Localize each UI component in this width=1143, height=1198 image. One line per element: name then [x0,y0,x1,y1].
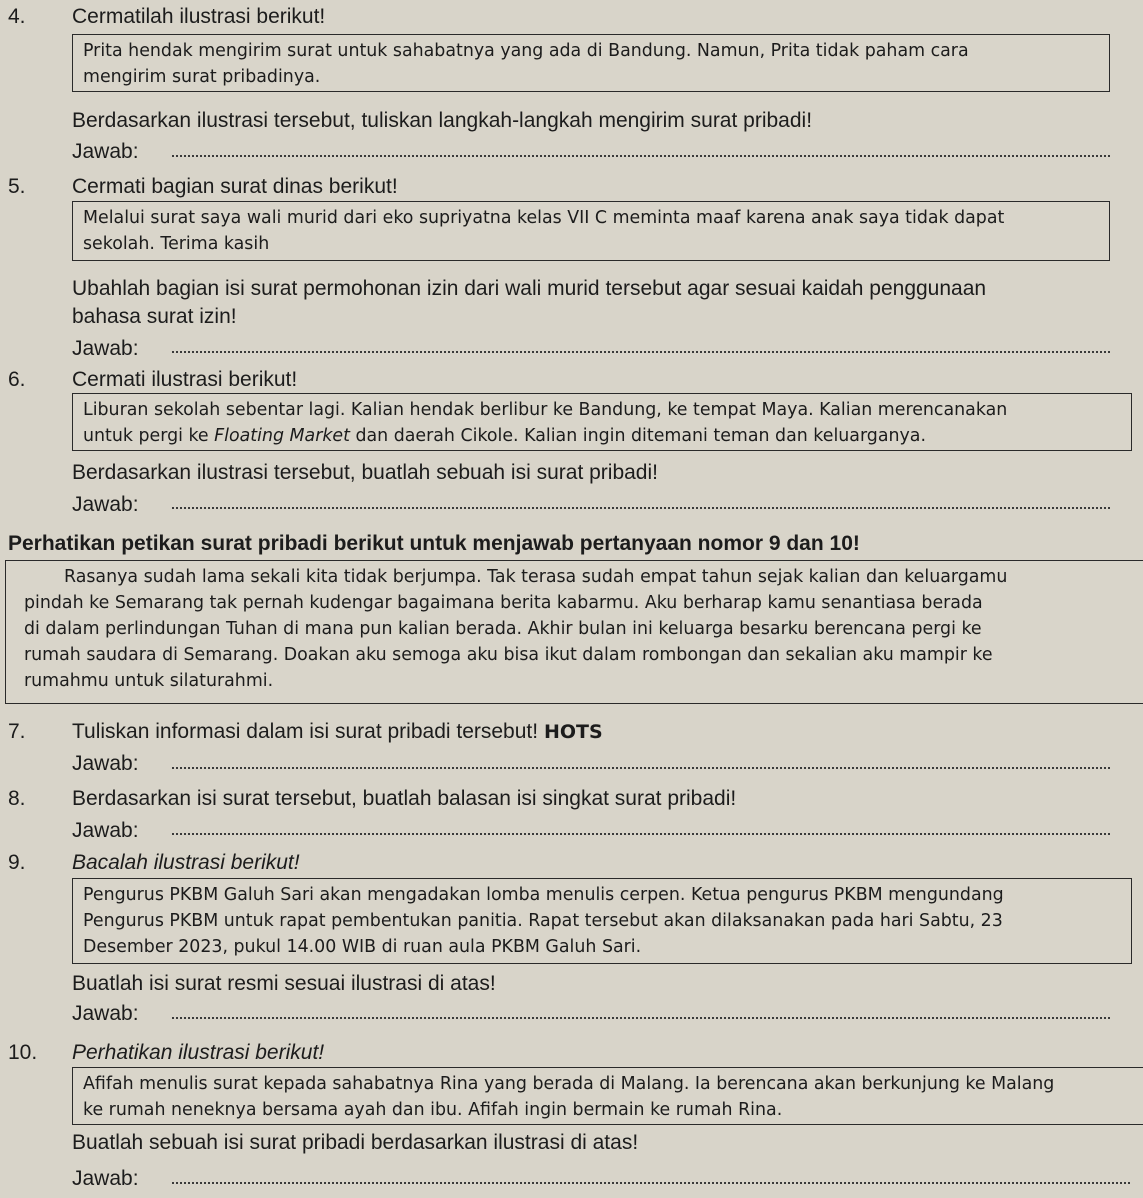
question-title: Cermati ilustrasi berikut! [72,368,298,391]
hots-badge: HOTS [543,721,603,743]
box-line: sekolah. Terima kasih [83,234,270,254]
instruction: Buatlah isi surat resmi sesuai ilustrasi di atas! [72,972,496,995]
answer-label: Jawab: [72,1002,139,1025]
question-number: 7. [8,720,26,743]
question-number: 8. [8,787,26,810]
question-number: 4. [8,5,26,28]
passage-line: rumahmu untuk silaturahmi. [24,671,274,691]
answer-line[interactable] [172,351,1110,353]
answer-label: Jawab: [72,1167,139,1190]
box-line [83,423,1123,449]
box-line: Afifah menulis surat kepada sahabatnya Rina yang berada di Malang. Ia berencana akan berkunjung ke Malang [83,1074,1055,1094]
question-number: 9. [8,851,26,874]
passage-heading: Perhatikan petikan surat pribadi berikut untuk menjawab pertanyaan nomor 9 dan 10! [8,532,860,555]
instruction: Buatlah sebuah isi surat pribadi berdasarkan ilustrasi di atas! [72,1131,639,1154]
question-title: Cermatilah ilustrasi berikut! [72,5,326,28]
instruction-line: Ubahlah bagian isi surat permohonan izin dari wali murid tersebut agar sesuai kaidah penggunaan [72,277,987,300]
question-title: Tuliskan informasi dalam isi surat pribadi tersebut! [72,720,539,743]
answer-label: Jawab: [72,819,139,842]
letter-excerpt-box [72,201,1110,261]
box-line: Pengurus PKBM Galuh Sari akan mengadakan lomba menulis cerpen. Ketua pengurus PKBM mengundang [83,885,1004,905]
box-line: ke rumah neneknya bersama ayah dan ibu. Afifah ingin bermain ke rumah Rina. [83,1100,783,1120]
box-text: dan daerah Cikole. Kalian ingin ditemani teman dan keluarganya. [349,426,926,446]
question-number: 10. [8,1041,38,1064]
box-line: mengirim surat pribadinya. [83,67,321,87]
question-title: Cermati bagian surat dinas berikut! [72,175,398,198]
illustration-box [72,34,1110,92]
passage-line: rumah saudara di Semarang. Doakan aku semoga aku bisa ikut dalam rombongan dan sekalian aku mampir ke [24,645,993,665]
illustration-box [72,1067,1143,1125]
instruction: Berdasarkan ilustrasi tersebut, tuliskan langkah-langkah mengirim surat pribadi! [72,109,813,132]
question-number: 6. [8,368,26,391]
question-number: 5. [8,175,26,198]
box-line: Prita hendak mengirim surat untuk sahabatnya yang ada di Bandung. Namun, Prita tidak paham cara [83,41,969,61]
question-title-row [72,719,603,745]
box-line: Pengurus PKBM untuk rapat pembentukan panitia. Rapat tersebut akan dilaksanakan pada hari Sabtu, 23 [83,911,1003,931]
box-line: Desember 2023, pukul 14.00 WIB di ruan aula PKBM Galuh Sari. [83,937,642,957]
answer-line[interactable] [172,1182,1130,1184]
answer-label: Jawab: [72,752,139,775]
passage-line: di dalam perlindungan Tuhan di mana pun kalian berada. Akhir bulan ini keluarga besarku berencana pergi ke [24,619,982,639]
answer-line[interactable] [172,507,1110,509]
box-line: Melalui surat saya wali murid dari eko supriyatna kelas VII C meminta maaf karena anak saya tidak dapat [83,208,1005,228]
illustration-box [72,393,1132,451]
answer-label: Jawab: [72,337,139,360]
letter-passage-box [5,560,1143,704]
box-line: Liburan sekolah sebentar lagi. Kalian hendak berlibur ke Bandung, ke tempat Maya. Kalian merencanakan [83,400,1008,420]
box-text: untuk pergi ke [83,426,215,446]
instruction: Berdasarkan ilustrasi tersebut, buatlah sebuah isi surat pribadi! [72,461,658,484]
answer-line[interactable] [172,1017,1110,1019]
question-title: Perhatikan ilustrasi berikut! [72,1041,325,1064]
answer-label: Jawab: [72,140,139,163]
box-text-italic: Floating Market [214,426,350,446]
answer-line[interactable] [172,155,1110,157]
question-title: Berdasarkan isi surat tersebut, buatlah balasan isi singkat surat pribadi! [72,787,737,810]
passage-line: Rasanya sudah lama sekali kita tidak berjumpa. Tak terasa sudah empat tahun sejak kalian dan keluargamu [64,567,1008,587]
question-title: Bacalah ilustrasi berikut! [72,851,300,874]
answer-label: Jawab: [72,493,139,516]
answer-line[interactable] [172,833,1110,835]
passage-line: pindah ke Semarang tak pernah kudengar bagaimana berita kabarmu. Aku berharap kamu senantiasa berada [24,593,983,613]
answer-line[interactable] [172,767,1110,769]
illustration-box [72,878,1132,964]
instruction-line: bahasa surat izin! [72,305,237,328]
